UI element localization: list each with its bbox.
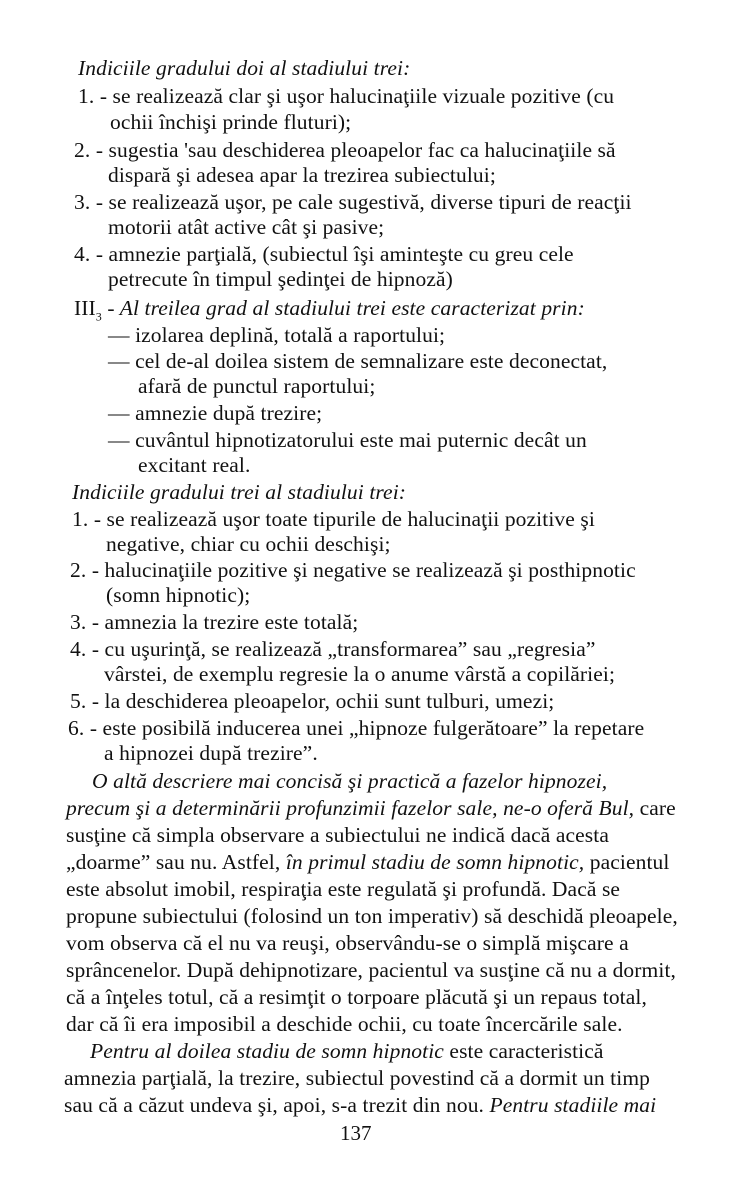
para1-line-2-rest: care [634, 796, 676, 820]
para1-line-2 [66, 795, 676, 821]
para2-line-3-italic: Pentru stadiile mai [489, 1093, 657, 1117]
para1-line-7: vom observa că el nu va reuşi, observându-se o simplă mişcare a [66, 931, 629, 955]
item-text: - amnezie parţială, (subiectul îşi aminteşte cu greu cele [95, 242, 574, 266]
para2-line-1 [90, 1038, 604, 1064]
item-text: - se realizează clar şi uşor halucinaţiile vizuale pozitive (cu [99, 84, 615, 108]
para1-line-1: O altă descriere mai concisă şi practică a fazelor hipnozei, [92, 769, 608, 793]
item-number: 3. [70, 610, 87, 634]
grade3-item-6-cont: a hipnozei după trezire”. [104, 741, 318, 765]
para2-line-3-a: sau că a căzut undeva şi, apoi, s-a trezit din nou. [64, 1093, 490, 1117]
grade2-item-1 [78, 83, 681, 109]
grade2-item-4-cont: petrecute în timpul şedinţei de hipnoză) [108, 267, 453, 291]
grade2-item-3-cont: motorii atât active cât şi pasive; [108, 215, 385, 239]
item-text: - sugestia 'sau deschiderea pleoapelor fac ca halucinaţiile să [95, 138, 616, 162]
para1-line-10: dar că îi era imposibil a deschide ochii, cu toate încercările sale. [66, 1012, 623, 1036]
grade3-dash-3: — amnezie după trezire; [108, 401, 323, 425]
para2-line-1-italic: Pentru al doilea stadiu de somn hipnotic [90, 1039, 444, 1063]
grade3-dash-2-cont: afară de punctul raportului; [138, 374, 376, 398]
para2-line-2: amnezia parţială, la trezire, subiectul povestind că a dormit un timp [64, 1066, 650, 1090]
grade3-dash-2: — cel de-al doilea sistem de semnalizare este deconectat, [108, 349, 608, 373]
item-text: - se realizează uşor, pe cale sugestivă, diverse tipuri de reacţii [95, 190, 632, 214]
item-text: - la deschiderea pleoapelor, ochii sunt tulburi, umezi; [91, 689, 555, 713]
para1-line-4-a: „doarme” sau nu. Astfel, [66, 850, 286, 874]
item-number: 5. [70, 689, 87, 713]
item-number: 2. [74, 138, 91, 162]
grade3-item-1-cont: negative, chiar cu ochii deschişi; [106, 532, 391, 556]
roman-subscript: 3 [95, 309, 102, 324]
grade3-item-4 [70, 636, 596, 662]
grade3-dash-4: — cuvântul hipnotizatorului este mai puternic decât un [108, 428, 587, 452]
para2-line-1-rest: este caracteristică [443, 1039, 604, 1063]
grade2-item-2 [74, 137, 616, 163]
para1-line-4 [66, 849, 669, 875]
grade2-item-2-cont: dispară şi adesea apar la trezirea subiectului; [108, 163, 496, 187]
para1-line-4-italic: în primul stadiu de somn hipnotic, [285, 850, 585, 874]
item-number: 1. [72, 507, 89, 531]
para1-line-4-b: pacientul [584, 850, 670, 874]
grade2-item-4 [74, 241, 574, 267]
grade3-item-5 [70, 688, 554, 714]
item-number: 3. [74, 190, 91, 214]
grade2-item-3 [74, 189, 632, 215]
item-number: 2. [70, 558, 87, 582]
grade3-item-4-cont: vârstei, de exemplu regresie la o anume vârstă a copilăriei; [104, 662, 616, 686]
para1-line-2-italic: precum şi a determinării profunzimii fazelor sale, ne-o oferă Bul, [66, 796, 635, 820]
para1-line-6: propune subiectului (folosind un ton imperativ) să deschidă pleoapele, [66, 904, 678, 928]
para1-line-5: este absolut imobil, respiraţia este regulată şi profundă. Dacă se [66, 877, 621, 901]
item-text: - este posibilă inducerea unei „hipnoze fulgerătoare” la repetare [89, 716, 645, 740]
grade3-item-1 [72, 506, 595, 532]
item-number: 6. [68, 716, 85, 740]
intro-text: - Al treilea grad al stadiului trei este caracterizat prin: [101, 296, 585, 320]
item-text: - cu uşurinţă, se realizează „transformarea” sau „regresia” [91, 637, 596, 661]
grade3-item-2-cont: (somn hipnotic); [106, 583, 251, 607]
item-text: - amnezia la trezire este totală; [91, 610, 359, 634]
item-number: 1. [78, 84, 95, 108]
grade3-item-3 [70, 609, 358, 635]
item-text: - se realizează uşor toate tipurile de halucinaţii pozitive şi [93, 507, 595, 531]
para1-line-3: susţine că simpla observare a subiectului ne indică dacă acesta [66, 823, 609, 847]
heading-grade-three: Indiciile gradului trei al stadiului trei: [72, 480, 407, 504]
item-number: 4. [74, 242, 91, 266]
para2-line-3 [64, 1092, 656, 1118]
para1-line-8: sprâncenelor. După dehipnotizare, pacientul va susţine că nu a dormit, [66, 958, 676, 982]
heading-grade-two: Indiciile gradului doi al stadiului trei: [78, 56, 411, 80]
grade3-dash-1: — izolarea deplină, totală a raportului; [108, 323, 446, 347]
roman-numeral: III [74, 296, 96, 320]
item-text: - halucinaţiile pozitive şi negative se realizează şi posthipnotic [91, 558, 636, 582]
item-number: 4. [70, 637, 87, 661]
grade3-dash-4-cont: excitant real. [138, 453, 251, 477]
page-number: 137 [340, 1121, 372, 1145]
grade3-item-6 [68, 715, 644, 741]
para1-line-9: că a înţeles totul, că a resimţit o torpoare plăcută şi un repaus total, [66, 985, 647, 1009]
grade2-item-1-cont: ochii închişi prinde fluturi); [110, 110, 352, 134]
grade3-item-2 [70, 557, 636, 583]
